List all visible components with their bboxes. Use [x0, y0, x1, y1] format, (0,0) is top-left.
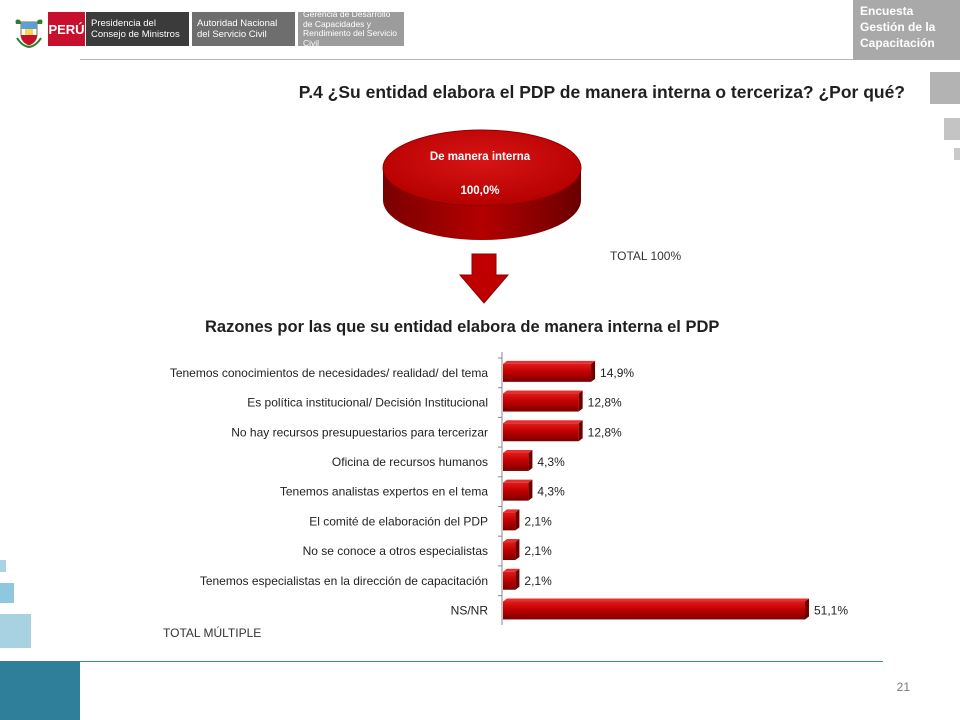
- bar: [503, 394, 579, 412]
- data-label: 14,9%: [600, 365, 635, 380]
- bar-top: [503, 420, 583, 423]
- bar-side: [515, 539, 519, 560]
- decorative-square: [0, 560, 6, 572]
- pie-total-label: TOTAL 100%: [610, 249, 682, 263]
- gdcr-logo: Gerencia de Desarrollo de Capacidades y Rendimiento del Servicio Civil: [298, 12, 404, 46]
- data-label: 12,8%: [587, 425, 622, 440]
- decorative-square: [954, 148, 960, 160]
- pcm-logo: Presidencia del Consejo de Ministros: [86, 12, 189, 46]
- data-label: 2,1%: [524, 544, 552, 559]
- down-arrow-icon: [458, 253, 510, 305]
- bar: [503, 453, 528, 471]
- bar: [503, 483, 528, 501]
- bar-side: [515, 509, 519, 530]
- category-label: Es política institucional/ Decisión Institucional: [247, 395, 488, 410]
- data-label: 4,3%: [537, 454, 565, 469]
- category-label: Tenemos especialistas en la dirección de capacitación: [199, 573, 488, 588]
- data-label: 4,3%: [537, 484, 565, 499]
- bar-top: [503, 450, 532, 453]
- survey-tag-line: Capacitación: [860, 36, 935, 50]
- decorative-square: [930, 72, 960, 104]
- pie-slice-value: 100,0%: [460, 185, 500, 197]
- bar-side: [591, 361, 595, 382]
- bar-side: [805, 598, 809, 619]
- bar-top: [503, 391, 583, 394]
- bar: [503, 572, 515, 590]
- bar-side: [579, 391, 583, 412]
- bar: [503, 542, 515, 560]
- bar-top: [503, 480, 532, 483]
- decorative-block: [0, 661, 80, 720]
- data-label: 12,8%: [587, 395, 622, 410]
- total-multiple-label: TOTAL MÚLTIPLE: [163, 626, 262, 640]
- bar: [503, 423, 579, 441]
- data-label: 2,1%: [524, 573, 552, 588]
- chart-title: Razones por las que su entidad elabora de manera interna el PDP: [205, 318, 720, 336]
- pie-slice-label: De manera interna: [429, 151, 531, 163]
- category-label: No se conoce a otros especialistas: [302, 544, 488, 559]
- bar: [503, 601, 805, 619]
- decorative-square: [944, 118, 960, 140]
- bar-side: [528, 480, 532, 501]
- bar-top: [503, 361, 595, 364]
- decorative-square: [0, 614, 31, 648]
- footer-divider: [80, 661, 883, 662]
- bar-side: [515, 569, 519, 590]
- bar: [503, 512, 515, 530]
- data-label: 51,1%: [814, 603, 849, 618]
- data-label: 2,1%: [524, 514, 552, 529]
- category-label: Tenemos analistas expertos en el tema: [279, 484, 488, 499]
- category-label: Oficina de recursos humanos: [331, 454, 488, 469]
- bar-side: [579, 420, 583, 441]
- decorative-square: [0, 583, 14, 603]
- bar: [503, 364, 591, 382]
- peru-coat-of-arms-icon: [12, 14, 46, 48]
- bar-top: [503, 598, 809, 601]
- bar-chart: [100, 350, 880, 625]
- category-label: NS/NR: [450, 603, 488, 618]
- bar-side: [528, 450, 532, 471]
- peru-logo: PERÚ: [48, 12, 85, 46]
- survey-tag-line: Encuesta: [860, 4, 914, 18]
- page-number: 21: [896, 680, 910, 694]
- category-label: No hay recursos presupuestarios para tercerizar: [231, 425, 488, 440]
- servir-logo: Autoridad Nacional del Servicio Civil: [192, 12, 295, 46]
- category-label: Tenemos conocimientos de necesidades/ realidad/ del tema: [169, 365, 488, 380]
- category-label: El comité de elaboración del PDP: [309, 514, 488, 529]
- question-title: P.4 ¿Su entidad elabora el PDP de manera interna o terceriza? ¿Por qué?: [298, 82, 905, 102]
- survey-tag: [853, 0, 960, 60]
- survey-tag-line: Gestión de la: [860, 20, 936, 34]
- header-divider: [80, 59, 856, 60]
